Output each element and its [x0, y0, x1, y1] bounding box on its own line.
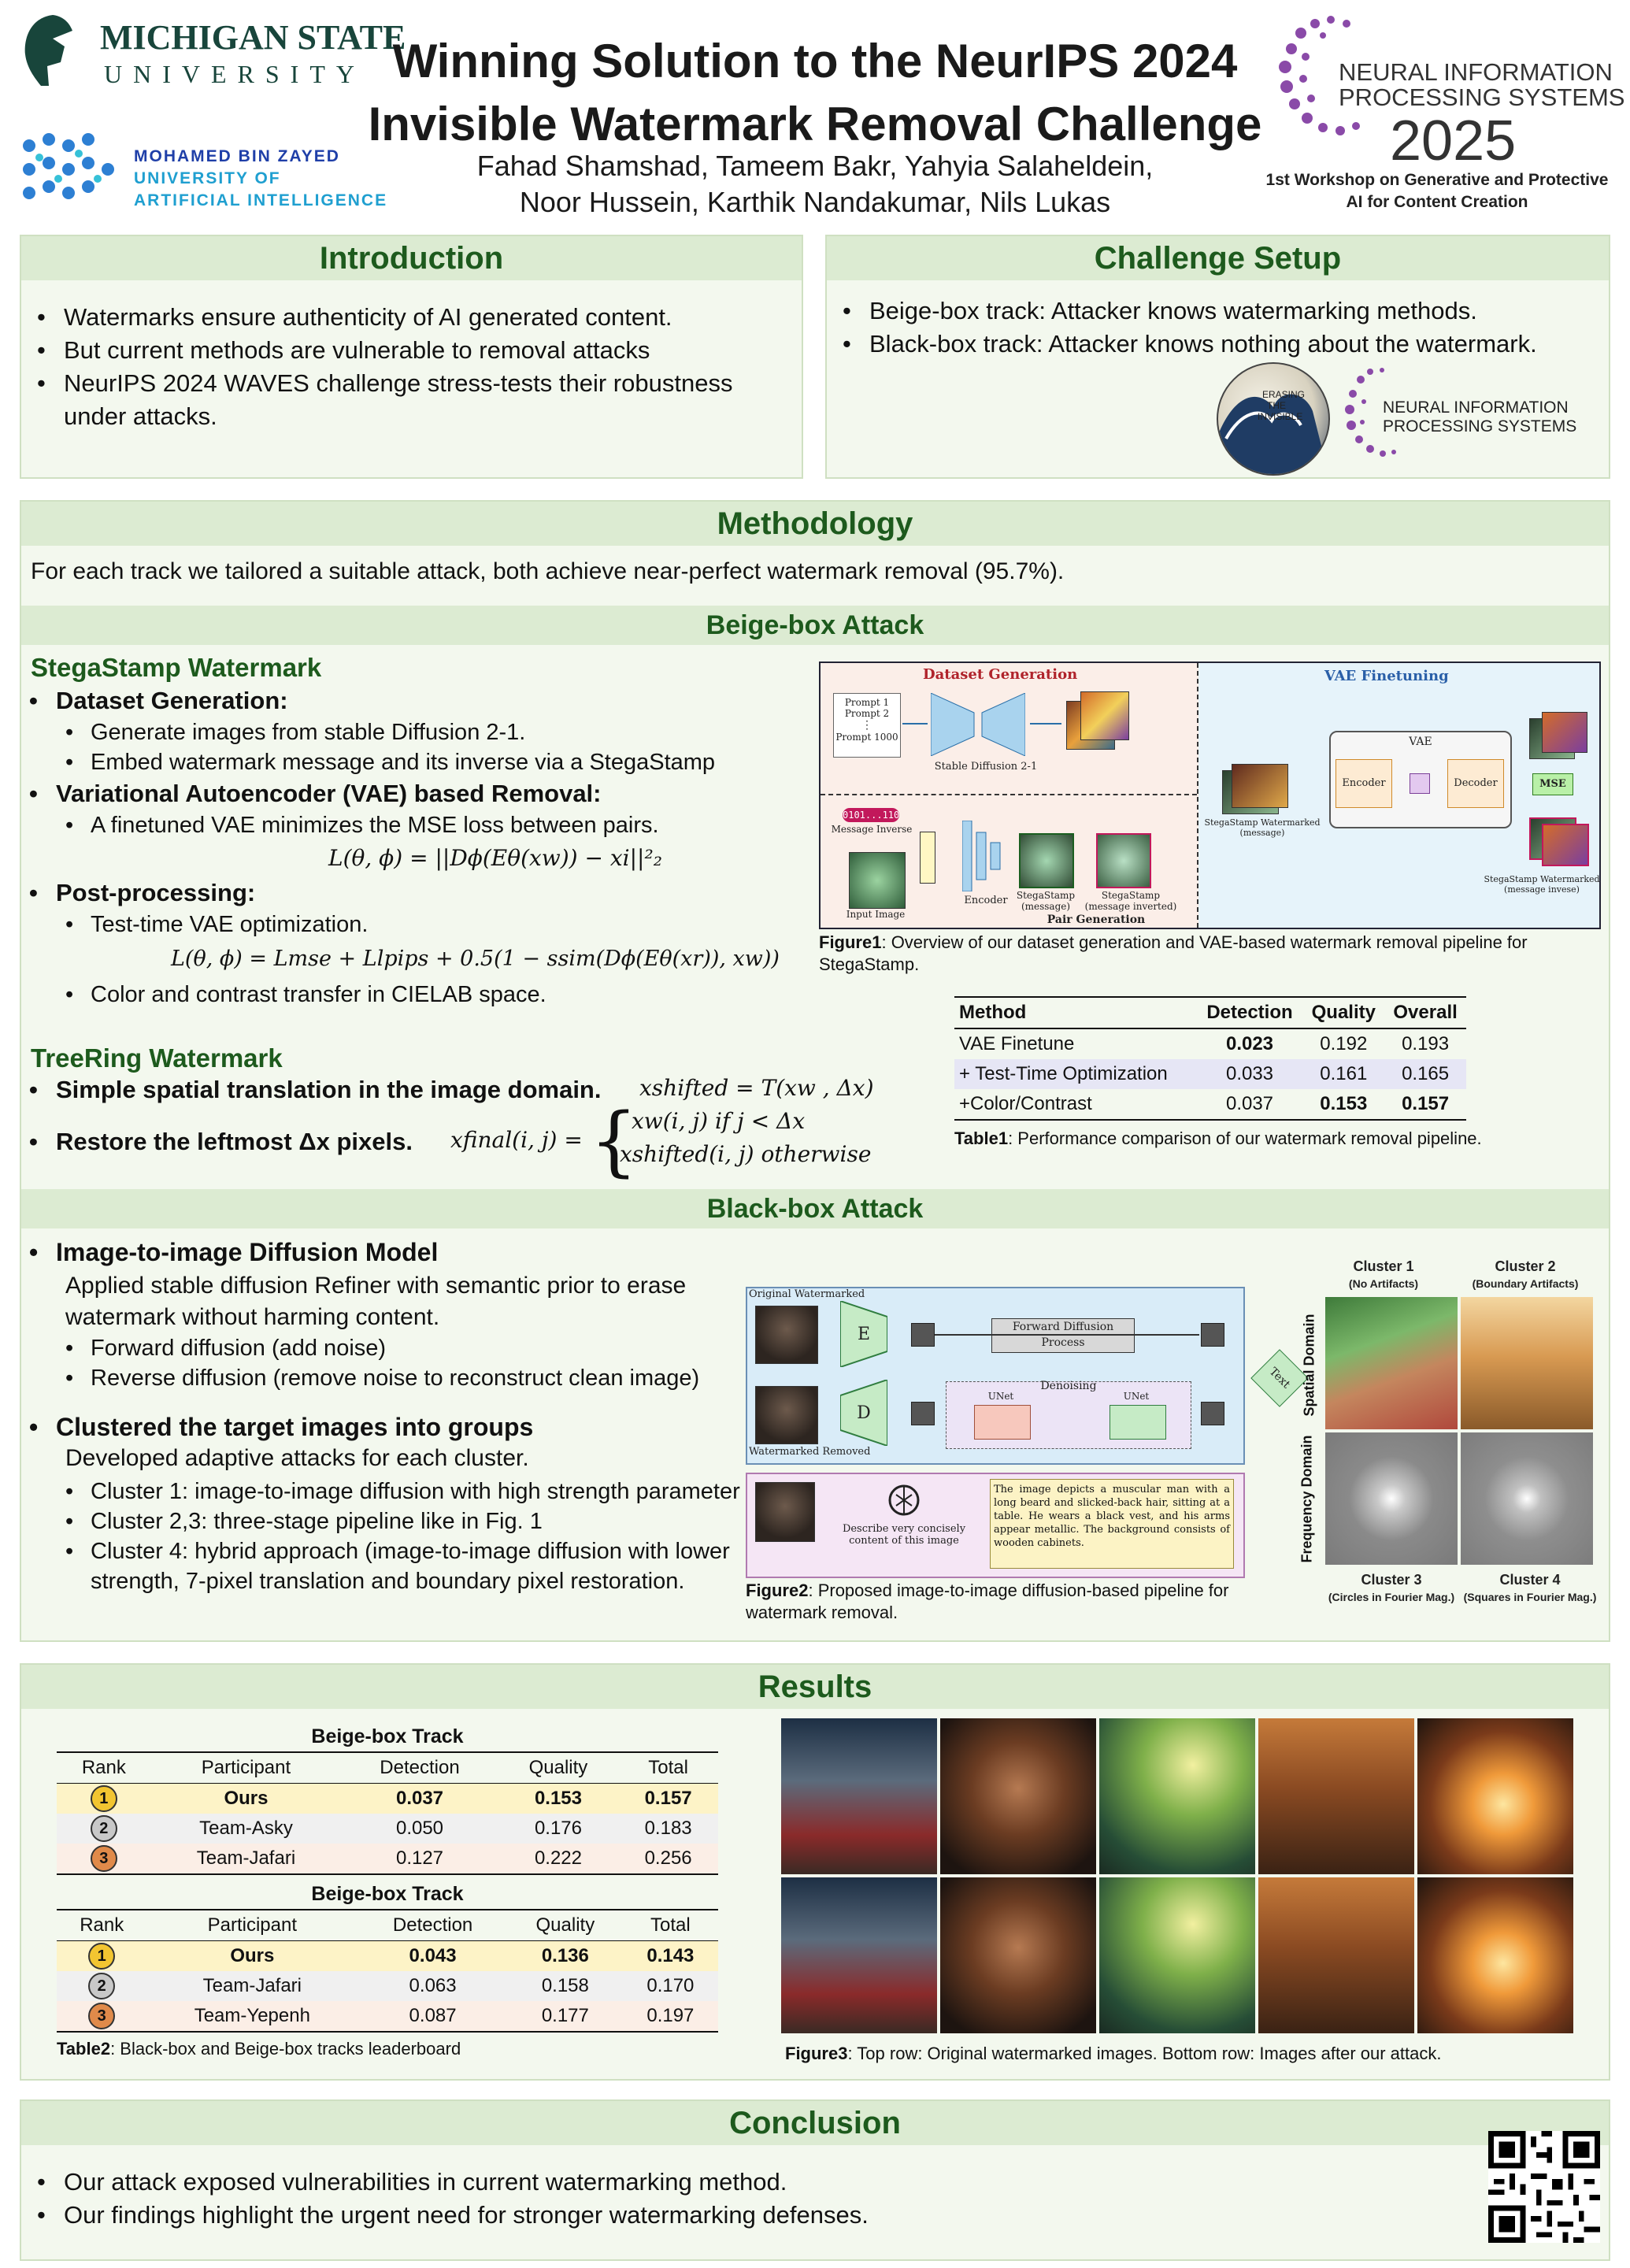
table1-cell: 0.037: [1225, 1093, 1274, 1114]
table1-header-method: Method: [959, 1002, 1027, 1023]
fig2-unet-2: [1110, 1405, 1166, 1440]
fig2-describe-image: [755, 1482, 815, 1542]
fig2-unet-label-1: UNet: [987, 1391, 1014, 1402]
cluster-heading: • Clustered the target images into groups: [21, 1410, 730, 1443]
neurips-logo: [1268, 8, 1625, 172]
table-cell: 0.177: [541, 2005, 589, 2026]
fig1-stega-inv-label: StegaStamp (message inverted): [1084, 890, 1177, 912]
table1-caption-text: : Performance comparison of our watermark removal pipeline.: [1008, 1128, 1482, 1148]
fig3-attacked-4: [1258, 1877, 1414, 2033]
figure3-caption-label: Figure3: [785, 2044, 848, 2063]
cluster-sublist: [21, 1477, 742, 1596]
fig1-mse-box: MSE: [1532, 773, 1573, 795]
qr-code-icon: [1488, 2131, 1600, 2243]
table2-caption: [57, 2038, 718, 2060]
fig1-vae-encoder: Encoder: [1335, 759, 1392, 808]
intro-bullet-2: • But current methods are vulnerable to removal attacks: [29, 334, 785, 367]
fig2-description: The image depicts a muscular man with a long beard and slicked-back hair, sitting at a table. He wears a black vest, and his arms appear metallic. The background consists of wooden cabinets.: [990, 1479, 1234, 1569]
fig2-latent-2: [1201, 1323, 1224, 1347]
neurips-year: 2025: [1390, 109, 1517, 172]
fig1-vae-title: VAE Finetuning: [1324, 668, 1449, 684]
openai-icon: [884, 1480, 924, 1520]
postproc-sub-2: • Color and contrast transfer in CIELAB space.: [21, 980, 824, 1010]
rank-bronze-badge: 3: [88, 2003, 115, 2029]
rank-cell: [57, 1941, 146, 1972]
fig2-orig-label: Original Watermarked: [749, 1288, 865, 1300]
stegastamp-list: [21, 684, 824, 840]
treering-list-2: [21, 1125, 431, 1158]
table-cell: 0.043: [409, 1945, 457, 1966]
leaderboard2-header-detection: Detection: [392, 1914, 473, 1936]
challenge-title: Challenge Setup: [827, 236, 1609, 280]
fig2-d-label: D: [857, 1403, 871, 1423]
leaderboard1-header-row: [57, 1752, 718, 1784]
fig2-latent-3: [911, 1402, 935, 1425]
treering-list: [21, 1073, 635, 1106]
poster-title: [362, 30, 1268, 156]
table1-cell: 0.165: [1402, 1063, 1450, 1084]
cluster4-image: [1461, 1432, 1593, 1565]
neurips-name-1: NEURAL INFORMATION: [1339, 58, 1613, 86]
mbzuai-name-1: MOHAMED BIN ZAYED: [134, 147, 340, 165]
results-title: Results: [21, 1665, 1609, 1709]
fig1-sd-label: Stable Diffusion 2-1: [934, 761, 1038, 773]
cluster1-sub: (No Artifacts): [1348, 1277, 1419, 1290]
cluster4-sub: (Squares in Fourier Mag.): [1463, 1591, 1597, 1603]
challenge-section: [825, 235, 1610, 479]
equation-vae-loss: L(θ, ϕ) = ||Dϕ(Eθ(xw)) − xi||²₂: [328, 845, 662, 871]
leaderboard-beige-1: [57, 1721, 718, 1875]
mbzuai-logo: [17, 130, 388, 217]
cluster1-title: Cluster 1: [1353, 1258, 1414, 1274]
fig1-pair-gen-label: Pair Generation: [1047, 914, 1146, 926]
fig2-text-box: Text: [1250, 1349, 1309, 1407]
introduction-section: [20, 235, 803, 479]
introduction-title: Introduction: [21, 236, 802, 280]
dataset-gen-sub-2: • Embed watermark message and its inverse via a StegaStamp: [21, 747, 824, 777]
fig1-dashed-divider: [821, 794, 1197, 795]
table-cell: Ours: [230, 1945, 275, 1966]
authors-line2: Noor Hussein, Karthik Nandakumar, Nils Lukas: [519, 186, 1111, 218]
cluster3-title: Cluster 3: [1361, 1572, 1422, 1588]
authors: [362, 148, 1268, 220]
table1-cell: 0.192: [1320, 1033, 1368, 1054]
fig1-generated-images-2: [1080, 691, 1129, 740]
table-cell: 0.170: [646, 1975, 695, 1996]
table1: [954, 996, 1466, 1121]
methodology-section: [20, 500, 1610, 1642]
fig1-msg-inverse: Message Inverse: [831, 824, 913, 835]
rank-gold-badge: 1: [88, 1943, 115, 1970]
cluster-text: Developed adaptive attacks for each cluster.: [65, 1445, 529, 1471]
figure2-caption-text: : Proposed image-to-image diffusion-based pipeline for watermark removal.: [746, 1581, 1229, 1622]
table-row: [954, 1089, 1466, 1120]
treering-bullet-2: • Restore the leftmost Δx pixels.: [21, 1125, 431, 1158]
cluster2-sub: (Boundary Artifacts): [1472, 1277, 1579, 1290]
table-cell: 0.183: [644, 1818, 692, 1839]
fig1-vae-box: [1329, 731, 1512, 828]
stegastamp-title: StegaStamp Watermark: [31, 653, 322, 682]
msu-logo: [17, 11, 406, 98]
leaderboard2-header-participant: Participant: [207, 1914, 298, 1936]
fig2-latent-4: [1201, 1402, 1224, 1425]
table-cell: 0.176: [534, 1818, 582, 1839]
table-cell: Team-Asky: [199, 1818, 293, 1839]
table-cell: 0.063: [409, 1975, 457, 1996]
intro-bullet-1: • Watermarks ensure authenticity of AI generated content.: [29, 301, 785, 334]
dataset-gen-heading: • Dataset Generation:: [21, 684, 824, 717]
leaderboard2-title-row: [57, 1879, 718, 1910]
fig1-dataset-title: Dataset Generation: [923, 666, 1078, 683]
mbzuai-name-2: UNIVERSITY OF: [134, 169, 281, 187]
figure2-caption-label: Figure2: [746, 1581, 809, 1600]
cluster1-image: [1325, 1297, 1458, 1429]
fig1-input-image: [849, 852, 906, 909]
table-row: [57, 1971, 718, 2001]
postproc-list: [21, 876, 824, 939]
authors-line1: Fahad Shamshad, Tameem Bakr, Yahyia Salaheldein,: [476, 150, 1154, 182]
fig1-input-label: Input Image: [846, 909, 906, 920]
figure1-diagram: [819, 662, 1601, 929]
table-cell: 0.037: [395, 1788, 444, 1809]
neurips-name-2: PROCESSING SYSTEMS: [1339, 83, 1625, 111]
figure1-caption: [819, 932, 1591, 976]
table-row: [57, 2001, 718, 2032]
fig2-removed-label: Watermarked Removed: [749, 1446, 871, 1458]
table-cell: 0.157: [644, 1788, 692, 1809]
postproc-list-2: [21, 980, 824, 1010]
cluster1-label: [1321, 1258, 1447, 1292]
neurips-small-1: NEURAL INFORMATION: [1383, 398, 1569, 417]
fig2-denoising-label: Denoising: [1040, 1380, 1097, 1392]
table1-cell: 0.023: [1225, 1033, 1274, 1054]
fig1-prompts-box: [833, 693, 901, 758]
fig1-encoder-shape: [962, 821, 1009, 891]
table1-header-detection: Detection: [1206, 1002, 1293, 1023]
table1-cell: + Test-Time Optimization: [959, 1063, 1168, 1084]
mbzuai-name-3: ARTIFICIAL INTELLIGENCE: [134, 191, 388, 209]
fig2-orig-image: [755, 1306, 818, 1364]
fig1-msg-bar: [920, 832, 935, 884]
beige-box-title: Beige-box Attack: [21, 606, 1609, 645]
table-cell: 0.197: [646, 2005, 695, 2026]
table1-cell: 0.153: [1320, 1093, 1368, 1114]
fig1-vae-latent: [1410, 773, 1430, 794]
table2-caption-text: : Black-box and Beige-box tracks leaderboard: [110, 2039, 461, 2059]
equation-case-2: xshifted(i, j) otherwise: [620, 1141, 872, 1167]
poster-title-line2: Invisible Watermark Removal Challenge: [368, 98, 1262, 150]
table1-header-row: [954, 997, 1466, 1028]
fig1-vae-decoder: Decoder: [1447, 759, 1504, 808]
workshop-line2: AI for Content Creation: [1346, 193, 1528, 211]
i2i-sublist: [21, 1333, 754, 1393]
cluster2-image: [1461, 1297, 1593, 1429]
fig3-original-5: [1417, 1718, 1573, 1874]
table-cell: 0.136: [541, 1945, 589, 1966]
cluster4-label: [1451, 1571, 1609, 1606]
vae-removal-heading: • Variational Autoencoder (VAE) based Removal:: [21, 777, 824, 810]
rank-cell: [57, 1971, 146, 2001]
conclusion-list: [29, 2166, 1447, 2232]
fig1-stega-msg-image: [1019, 833, 1074, 888]
fig2-unet-label-2: UNet: [1123, 1391, 1150, 1402]
fig3-original-1: [781, 1718, 937, 1874]
cluster-sub-3: • Cluster 4: hybrid approach (image-to-image diffusion with lower strength, 7-pixel translation and boundary pixel restoration.: [21, 1536, 742, 1596]
fig1-wm-inv-label: StegaStamp Watermarked (message invese): [1484, 874, 1600, 895]
fig1-prompt1: Prompt 1: [844, 697, 890, 708]
table-row: [57, 1844, 718, 1874]
cluster2-title: Cluster 2: [1495, 1258, 1556, 1274]
cluster4-title: Cluster 4: [1499, 1572, 1561, 1588]
rank-cell: [57, 2001, 146, 2032]
equation-final-lhs: xfinal(i, j) =: [450, 1127, 583, 1153]
fig1-wm-msg-label: StegaStamp Watermarked (message): [1204, 817, 1321, 838]
erasing-text-1: ERASING: [1262, 389, 1306, 400]
msu-university: UNIVERSITY: [104, 60, 365, 88]
table-row: [57, 1814, 718, 1844]
figure3-caption: [785, 2043, 1596, 2065]
results-section: [20, 1663, 1610, 2081]
rank-cell: [57, 1784, 151, 1814]
equation-brace: {: [590, 1097, 639, 1185]
figure3-grid: [781, 1718, 1592, 2041]
table-cell: 0.050: [395, 1818, 444, 1839]
table1-header-overall: Overall: [1393, 1002, 1458, 1023]
table1-cell: 0.193: [1402, 1033, 1450, 1054]
table1-cell: 0.161: [1320, 1063, 1368, 1084]
fig2-e-label: E: [857, 1325, 871, 1344]
fig3-original-4: [1258, 1718, 1414, 1874]
poster-title-line1: Winning Solution to the NeurIPS 2024: [392, 35, 1238, 87]
mbzuai-molecule-icon: [17, 130, 120, 209]
methodology-title: Methodology: [21, 502, 1609, 546]
neurips-small-2: PROCESSING SYSTEMS: [1383, 417, 1577, 435]
cluster-sub-2: • Cluster 2,3: three-stage pipeline like in Fig. 1: [21, 1506, 742, 1536]
fig2-removed-image: [755, 1386, 818, 1444]
treering-bullet-1: • Simple spatial translation in the image domain.: [21, 1073, 635, 1106]
fig1-stega-msg-label: StegaStamp (message): [1016, 890, 1076, 912]
methodology-intro: For each track we tailored a suitable attack, both achieve near-perfect watermark removal (95.7%).: [31, 558, 1065, 584]
rank-cell: [57, 1844, 151, 1874]
fig1-arrow-2: [1030, 723, 1061, 724]
fig1-target-image-2: [1542, 824, 1589, 866]
cluster-list: [21, 1410, 730, 1443]
fig1-encoder-label: Encoder: [964, 895, 1008, 906]
treering-title: TreeRing Watermark: [31, 1043, 283, 1073]
table-row: [57, 1941, 718, 1972]
i2i-sub-2: • Reverse diffusion (remove noise to reconstruct clean image): [21, 1363, 754, 1393]
table-row: [954, 1028, 1466, 1059]
intro-bullet-3: • NeurIPS 2024 WAVES challenge stress-tests their robustness under attacks.: [29, 367, 785, 433]
fig1-out-image-2: [1542, 712, 1587, 753]
fig1-vae-label: VAE: [1409, 736, 1432, 748]
fig1-stega-inv-image: [1096, 833, 1151, 888]
cluster2-label: [1454, 1258, 1596, 1292]
figure1-caption-text: : Overview of our dataset generation and VAE-based watermark removal pipeline for StegaStamp.: [819, 932, 1528, 974]
table2-caption-label: Table2: [57, 2039, 111, 2059]
table-row: [954, 1059, 1466, 1089]
challenge-bullet-2: • Black-box track: Attacker knows nothing about the watermark.: [835, 328, 1583, 361]
table-cell: 0.153: [534, 1788, 582, 1809]
introduction-list: [29, 301, 785, 433]
table-row: [57, 1784, 718, 1814]
fig1-sd-hourglass: [931, 693, 1025, 756]
fig2-arrow-top: [935, 1334, 1199, 1336]
fig2-unet-1: [974, 1405, 1031, 1440]
dataset-gen-sub-1: • Generate images from stable Diffusion 2-1.: [21, 717, 824, 747]
fig3-attacked-3: [1099, 1877, 1255, 2033]
leaderboard2-title: Beige-box Track: [311, 1882, 464, 1905]
table-cell: 0.158: [541, 1975, 589, 1996]
challenge-bullet-1: • Beige-box track: Attacker knows watermarking methods.: [835, 295, 1583, 328]
fig3-attacked-1: [781, 1877, 937, 2033]
fig1-arrow-1: [902, 723, 928, 724]
table-cell: 0.256: [644, 1847, 692, 1869]
table1-cell: 0.157: [1402, 1093, 1450, 1114]
leaderboard2-header-quality: Quality: [535, 1914, 595, 1936]
rank-bronze-badge: 3: [91, 1845, 117, 1872]
i2i-text: Applied stable diffusion Refiner with semantic prior to erase watermark without harming content.: [65, 1273, 687, 1330]
erasing-text-3: INVISIBLE: [1258, 411, 1303, 422]
fig3-attacked-2: [940, 1877, 1096, 2033]
table1-cell: VAE Finetune: [959, 1033, 1075, 1054]
fig1-prompt-dots: ⋮: [861, 719, 872, 732]
spatial-domain-label: Spatial Domain: [1301, 1314, 1317, 1417]
conclusion-bullet-1: • Our attack exposed vulnerabilities in current watermarking method.: [29, 2166, 1447, 2199]
fig2-forward-box: Forward Diffusion Process: [991, 1318, 1135, 1353]
erasing-invisible-logo: [1217, 362, 1330, 476]
table1-caption-label: Table1: [954, 1128, 1009, 1148]
i2i-heading: • Image-to-image Diffusion Model: [21, 1236, 730, 1269]
postproc-heading: • Post-processing:: [21, 876, 824, 910]
equation-shift: xshifted = T(xw , Δx): [639, 1075, 874, 1101]
vae-removal-sub: • A finetuned VAE minimizes the MSE loss between pairs.: [21, 810, 824, 840]
leaderboard2-header-row: [57, 1910, 718, 1941]
table-cell: Team-Yepenh: [194, 2005, 310, 2026]
rank-cell: [57, 1814, 151, 1844]
equation-case-1: xw(i, j) if j < Δx: [632, 1108, 806, 1134]
rank-silver-badge: 2: [88, 1973, 115, 1999]
msu-name: MICHIGAN STATE: [100, 18, 406, 57]
table-cell: 0.222: [534, 1847, 582, 1869]
fig3-original-2: [940, 1718, 1096, 1874]
equation-tto-loss: L(θ, ϕ) = Lmse + Llpips + 0.5(1 − ssim(Dϕ(Eθ(xr)), xw)): [171, 947, 780, 971]
spartan-helmet-icon: [17, 11, 88, 94]
cluster3-image: [1325, 1432, 1458, 1565]
figure1-caption-label: Figure1: [819, 932, 882, 952]
leaderboard2-header-total: Total: [650, 1914, 691, 1936]
conclusion-bullet-2: • Our findings highlight the urgent need for stronger watermarking defenses.: [29, 2199, 1447, 2232]
fig2-describe-label: Describe very concisely content of this image: [842, 1523, 966, 1547]
fig1-prompt2: Prompt 2: [844, 708, 890, 719]
rank-gold-badge: 1: [91, 1785, 117, 1812]
i2i-sub-1: • Forward diffusion (add noise): [21, 1333, 754, 1363]
table1-cell: 0.033: [1225, 1063, 1274, 1084]
erasing-text-2: THE: [1267, 400, 1286, 411]
frequency-domain-label: Frequency Domain: [1298, 1435, 1315, 1563]
table1-header-quality: Quality: [1311, 1002, 1376, 1023]
postproc-sub-1: • Test-time VAE optimization.: [21, 910, 824, 939]
conclusion-section: [20, 2099, 1610, 2261]
leaderboard1-header-quality: Quality: [528, 1757, 588, 1778]
table-cell: Ours: [224, 1788, 269, 1809]
fig3-attacked-5: [1417, 1877, 1573, 2033]
table1-cell: +Color/Contrast: [959, 1093, 1092, 1114]
leaderboard1-header-rank: Rank: [81, 1757, 126, 1778]
table-cell: 0.127: [395, 1847, 444, 1869]
table-cell: 0.143: [646, 1945, 695, 1966]
conclusion-title: Conclusion: [21, 2101, 1609, 2145]
fig3-original-3: [1099, 1718, 1255, 1874]
blackbox-list: [21, 1236, 730, 1269]
table-cell: Team-Jafari: [202, 1975, 302, 1996]
workshop-line1: 1st Workshop on Generative and Protective: [1265, 171, 1609, 189]
figure3-caption-text: : Top row: Original watermarked images. Bottom row: Images after our attack.: [847, 2044, 1442, 2063]
leaderboard-beige-2: [57, 1879, 718, 2033]
fig1-msg-pill: 0101...110: [843, 810, 900, 821]
fig1-wm-input-image-2: [1232, 764, 1288, 808]
leaderboard2-header-rank: Rank: [80, 1914, 124, 1936]
cluster-grid: [1297, 1258, 1612, 1644]
table-cell: Team-Jafari: [196, 1847, 296, 1869]
workshop-name: [1260, 169, 1614, 213]
cluster-sub-1: • Cluster 1: image-to-image diffusion with high strength parameter: [21, 1477, 742, 1506]
black-box-title: Black-box Attack: [21, 1189, 1609, 1228]
figure2-caption: [746, 1580, 1258, 1624]
challenge-list: [835, 295, 1583, 361]
rank-silver-badge: 2: [91, 1815, 117, 1842]
leaderboard1-header-detection: Detection: [380, 1757, 460, 1778]
cluster3-sub: (Circles in Fourier Mag.): [1328, 1591, 1455, 1603]
table-cell: 0.087: [409, 2005, 457, 2026]
leaderboard1-title: Beige-box Track: [311, 1725, 464, 1747]
leaderboard1-title-row: [57, 1721, 718, 1752]
fig1-prompt1000: Prompt 1000: [835, 732, 898, 743]
fig2-latent-1: [911, 1323, 935, 1347]
leaderboard1-header-participant: Participant: [201, 1757, 291, 1778]
table1-caption: [954, 1128, 1506, 1150]
figure2-diagram: [746, 1287, 1344, 1621]
leaderboard1-header-total: Total: [648, 1757, 688, 1778]
